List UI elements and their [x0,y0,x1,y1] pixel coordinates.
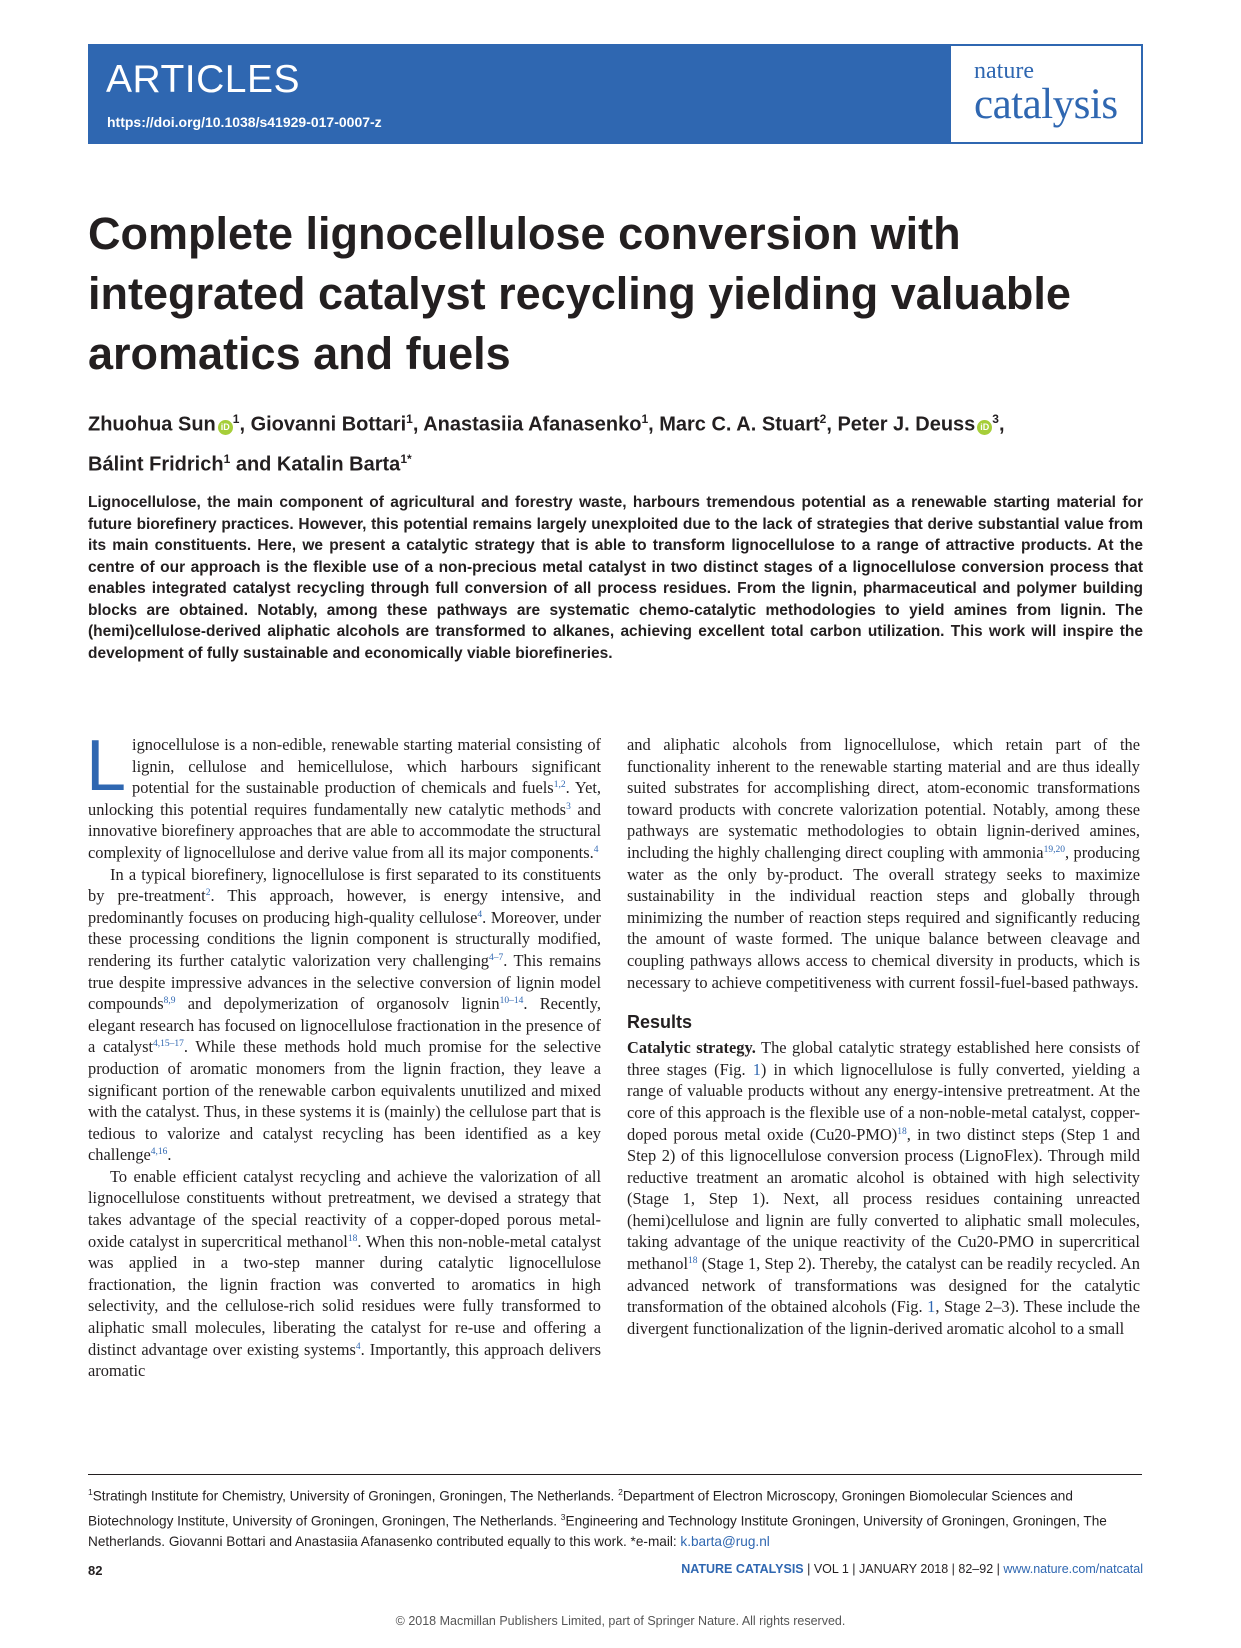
page-number: 82 [88,1563,103,1578]
affiliation-number: 1 [88,1487,93,1497]
issue-info: | VOL 1 | JANUARY 2018 | 82–92 | [803,1562,1004,1576]
logo-line-nature: nature [974,58,1034,84]
drop-cap: L [86,726,127,806]
text-run: . Yet, unlocking this potential requires fundamentally new catalytic methods [88,778,601,819]
text-run: , producing water as the only by-product. The overall strategy seeks to maximize sustainability in the individual reaction steps and globally through minimizing the number of reaction steps required and significantly reducing the amount of waste formed. The unique balance between cleavage and coupling pathways allows access to chemical diversity in products, which is necessary to achieve competitiveness with current fossil-fuel-based pathways. [627,842,1141,992]
reference-link[interactable]: 18 [897,1126,907,1137]
body-column-left [86,726,602,1382]
reference-link[interactable]: 18 [688,1256,698,1267]
section-heading-results: Results [627,1012,693,1033]
header-banner [88,44,1143,144]
doi-link[interactable]: https://doi.org/10.1038/s41929-017-0007-z [107,114,382,130]
copyright-notice: © 2018 Macmillan Publishers Limited, part of Springer Nature. All rights reserved. [395,1614,846,1628]
text-run: . [167,1145,172,1165]
affiliation-number: 3 [560,1511,566,1522]
reference-link[interactable]: 4 [593,844,599,855]
article-title: Complete lignocellulose conversion with integrated catalyst recycling yielding valuable aromatics and fuels [88,208,1071,379]
body-paragraph [88,864,601,1166]
text-run: . Moreover, under these processing conditions the lignin component is structurally modified, rendering its further catalytic valorization very challenging [88,907,601,970]
text-run: To enable efficient catalyst recycling and achieve the valorization of all lignocellulose constituents without pretreatment, we devised a strategy that takes advantage of the special reactivity of a copper-doped porous metal-oxide catalyst in supercritical methanol [88,1166,601,1251]
logo-line-catalysis: catalysis [974,81,1118,128]
affiliation-mark: 2 [819,412,827,426]
text-run: and aliphatic alcohols from lignocellulose, which retain part of the functionality inherent to the renewable starting material and are thus ideally suited substrates for accomplishing direct, atom-economic transformations toward products with concrete valorization potential. Notably, among these pathways are systematic methodologies to obtain lignin-derived amines, including the highly challenging direct coupling with ammonia [627,735,1140,862]
body-paragraph [86,726,601,864]
affiliation-mark: 1 [232,412,240,426]
text-run: , in two distinct steps (Step 1 and Step 2) of this lignocellulose conversion process (LignoFlex). Through mild reductive treatment an aromatic alcohol is obtained with high selectivity (Stage 1, Step 1). Next, all process residues containing unreacted (hemi)cellulose and lignin are fully converted to aliphatic small molecules, taking advantage of the unique reactivity of the Cu20-PMO in supercritical methanol [627,1124,1140,1274]
author-name[interactable]: and Katalin Barta [230,453,401,476]
affiliation-text: Stratingh Institute for Chemistry, University of Groningen, Groningen, The Netherlands. [92,1488,619,1504]
orcid-icon[interactable]: iD [218,420,233,435]
author-name[interactable]: Zhuohua Sun [88,413,216,436]
affiliation-number: 2 [618,1487,623,1497]
reference-link[interactable]: 4–7 [489,952,504,963]
reference-link[interactable]: 1,2 [553,780,566,791]
abstract: Lignocellulose, the main component of agricultural and forestry waste, harbours tremendous potential as a renewable starting material for future biorefinery practices. However, this potential remains largely unexploited due to the lack of strategies that derive substantial value from its main constituents. Here, we present a catalytic strategy that is able to transform lignocellulose to a range of attractive products. At the centre of our approach is the flexible use of a non-precious metal catalyst in two distinct stages of a lignocellulose conversion process that enables integrated catalyst recycling through full conversion of all process residues. From the lignin, pharmaceutical and polymer building blocks are obtained. Notably, among these pathways are systematic chemo-catalytic methodologies to yield amines from lignin. The (hemi)cellulose-derived aliphatic alcohols are transformed to alkanes, achieving excellent total carbon utilization. This work will inspire the development of fully sustainable and economically viable biorefineries. [88,494,1143,662]
reference-link[interactable]: 19,20 [1043,844,1065,855]
reference-link[interactable]: 4 [477,909,483,920]
affiliation-mark: 1 [406,412,413,426]
journal-citation [681,1562,1143,1576]
affiliations-footnote [88,1482,1148,1552]
text-run: . This remains true despite impressive advances in the selective conversion of lignin model compounds [88,950,601,1014]
affiliation-text: Department of Electron Microscopy, Groningen Biomolecular Sciences and Biotechnology Institute, University of Groningen, Groningen, The Netherlands. [88,1488,1073,1529]
journal-name: NATURE CATALYSIS [681,1562,804,1576]
footnote-divider [88,1474,1142,1475]
affiliation-mark: 1 [223,451,231,466]
reference-link[interactable]: 10–14 [499,996,524,1007]
text-run: (Stage 1, Step 2). Thereby, the catalyst can be readily recycled. An advanced network of transformations was designed for the catalytic transformation of the obtained alcohols (Fig. [627,1254,1140,1317]
affiliation-text: Engineering and Technology Institute Groningen, University of Groningen, Groningen, The Netherlands. Giovanni Bottari and Anastasiia Afanasenko contributed equally to this work. *e-mail: [88,1513,1107,1550]
section-label: ARTICLES [106,58,301,101]
text-run: . When this non-noble-metal catalyst was applied in a two-step manner during catalytic lignocellulose fractionation, the lignin fraction was converted to aromatics in high selectivity, and the cellulose-rich solid residues were fully transformed to aliphatic small molecules, liberating the catalyst for re-use and offering a distinct advantage over existing systems [88,1231,601,1359]
body-paragraph [627,1037,1140,1339]
author-name[interactable]: , Peter J. Deuss [826,413,976,436]
text-run: ignocellulose is a non-edible, renewable starting material consisting of lignin, cellulose and hemicellulose, which harbours significant potential for the sustainable production of chemicals and fuels [132,735,601,798]
text-run: ) in which lignocellulose is fully converted, yielding a range of valuable products without any energy-intensive pretreatment. At the core of this approach is the flexible use of a non-noble-metal catalyst, copper-doped porous metal oxide (Cu20-PMO) [627,1059,1141,1144]
text-run: . While these methods hold much promise for the selective production of aromatic monomers from the lignin fraction, they leave a significant portion of the renewable carbon equivalents unutilized and mixed with the catalyst. Thus, in these systems it is (mainly) the cellulose part that is tedious to valorize and catalyst recycling has been identified as a key challenge [88,1037,602,1165]
text-run: The global catalytic strategy established here consists of three stages (Fig. [627,1038,1140,1079]
orcid-icon[interactable]: iD [977,420,992,435]
text-run: and innovative biorefinery approaches that are able to accommodate the structural complexity of lignocellulose and derive value from all its major components. [88,799,601,862]
affiliation-mark: 1* [400,451,412,466]
text-run: and depolymerization of organosolv lignin [175,994,500,1014]
author-name[interactable]: Bálint Fridrich [88,453,224,476]
affiliation-mark: 3 [992,412,999,426]
reference-link[interactable]: 18 [347,1233,358,1244]
reference-link[interactable]: 4,16 [150,1147,168,1158]
reference-link[interactable]: 4 [355,1341,361,1352]
text-run: . Importantly, this approach delivers aromatic [88,1339,601,1381]
reference-link[interactable]: 4,15–17 [153,1039,184,1050]
figure-link[interactable]: 1 [927,1297,936,1317]
subsection-lead: Catalytic strategy. [627,1038,756,1058]
text-run: In a typical biorefinery, lignocellulose is first separated to its constituents by pre-treatment [88,864,601,906]
journal-url-link[interactable]: www.nature.com/natcatal [1003,1562,1143,1576]
text-run: , Stage 2–3). These include the divergent functionalization of the lignin-derived aromatic alcohol to a small [627,1297,1141,1338]
reference-link[interactable]: 8,9 [163,996,176,1007]
body-column-right [627,734,1140,1339]
author-list [88,402,1148,481]
text-run: . This approach, however, is energy intensive, and predominantly focuses on producing high-quality cellulose [88,886,602,927]
author-name[interactable]: , Anastasiia Afanasenko [412,413,642,436]
author-name[interactable]: , Marc C. A. Stuart [648,413,820,436]
reference-link[interactable]: 2 [205,888,211,899]
affiliation-mark: 1 [641,412,649,426]
author-separator: , [998,413,1005,436]
email-link[interactable]: k.barta@rug.nl [680,1534,770,1550]
figure-link[interactable]: 1 [752,1059,761,1079]
reference-link[interactable]: 3 [566,801,571,812]
journal-logo[interactable] [951,46,1141,142]
body-paragraph [88,1166,601,1382]
author-name[interactable]: , Giovanni Bottari [239,413,407,436]
text-run: . Recently, elegant research has focused on lignocellulose fractionation in the presence of a catalyst [88,994,601,1057]
body-paragraph [627,734,1140,993]
